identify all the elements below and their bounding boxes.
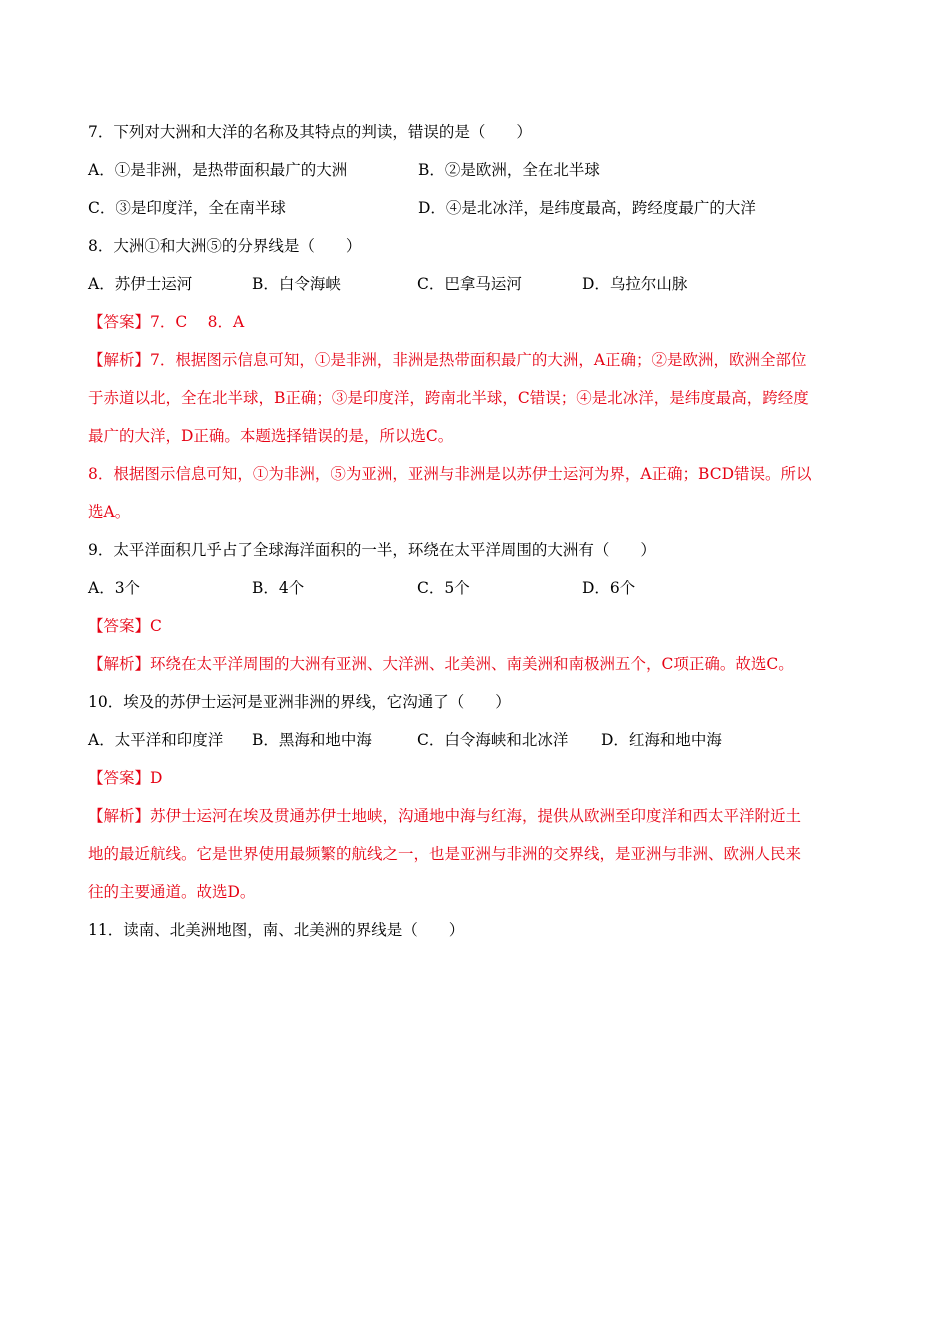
option-10b: B．黑海和地中海 xyxy=(252,731,372,749)
answer-9: 【答案】C xyxy=(88,617,162,635)
option-8a: A．苏伊士运河 xyxy=(88,275,193,293)
option-10a: A．太平洋和印度洋 xyxy=(88,731,224,749)
explanation-7-line-2: 于赤道以北，全在北半球，B正确；③是印度洋，跨南北半球，C错误；④是北冰洋，是纬度最高，跨经度 xyxy=(88,389,809,407)
explanation-10-line-1: 【解析】苏伊士运河在埃及贯通苏伊士地峡，沟通地中海与红海，提供从欧洲至印度洋和西太平洋附近土 xyxy=(88,807,802,825)
question-9-stem: 9．太平洋面积几乎占了全球海洋面积的一半，环绕在太平洋周围的大洲有（ ） xyxy=(88,541,656,559)
explanation-10-line-3: 往的主要通道。故选D。 xyxy=(88,883,256,901)
option-7d: D．④是北冰洋，是纬度最高，跨经度最广的大洋 xyxy=(418,199,756,217)
question-10-stem: 10．埃及的苏伊士运河是亚洲非洲的界线，它沟通了（ ） xyxy=(88,693,511,711)
option-9b: B．4个 xyxy=(252,579,305,597)
option-9a: A．3个 xyxy=(88,579,141,597)
option-7b: B．②是欧洲，全在北半球 xyxy=(418,161,600,179)
explanation-8-line-1: 8．根据图示信息可知，①为非洲，⑤为亚洲，亚洲与非洲是以苏伊士运河为界，A正确；BCD错误。所以 xyxy=(88,465,812,483)
answer-10: 【答案】D xyxy=(88,769,163,787)
explanation-7-line-3: 最广的大洋，D正确。本题选择错误的是，所以选C。 xyxy=(88,427,454,445)
question-11-stem: 11．读南、北美洲地图，南、北美洲的界线是（ ） xyxy=(88,921,465,939)
question-8-stem: 8．大洲①和大洲⑤的分界线是（ ） xyxy=(88,237,362,255)
option-8d: D．乌拉尔山脉 xyxy=(582,275,688,293)
explanation-9: 【解析】环绕在太平洋周围的大洲有亚洲、大洋洲、北美洲、南美洲和南极洲五个，C项正确。故选C。 xyxy=(88,655,794,673)
answer-7-8: 【答案】7．C 8．A xyxy=(88,313,245,331)
option-9c: C．5个 xyxy=(417,579,470,597)
explanation-10-line-2: 地的最近航线。它是世界使用最频繁的航线之一，也是亚洲与非洲的交界线，是亚洲与非洲、欧洲人民来 xyxy=(88,845,802,863)
explanation-7-line-1: 【解析】7．根据图示信息可知，①是非洲，非洲是热带面积最广的大洲，A正确；②是欧洲，欧洲全部位 xyxy=(88,351,807,369)
option-9d: D．6个 xyxy=(582,579,636,597)
question-7-stem: 7．下列对大洲和大洋的名称及其特点的判读，错误的是（ ） xyxy=(88,123,532,141)
option-7a: A．①是非洲，是热带面积最广的大洲 xyxy=(88,161,348,179)
option-10d: D．红海和地中海 xyxy=(601,731,722,749)
explanation-8-line-2: 选A。 xyxy=(88,503,131,521)
option-7c: C．③是印度洋，全在南半球 xyxy=(88,199,286,217)
option-8c: C．巴拿马运河 xyxy=(417,275,522,293)
option-10c: C．白令海峡和北冰洋 xyxy=(417,731,569,749)
option-8b: B．白令海峡 xyxy=(252,275,341,293)
